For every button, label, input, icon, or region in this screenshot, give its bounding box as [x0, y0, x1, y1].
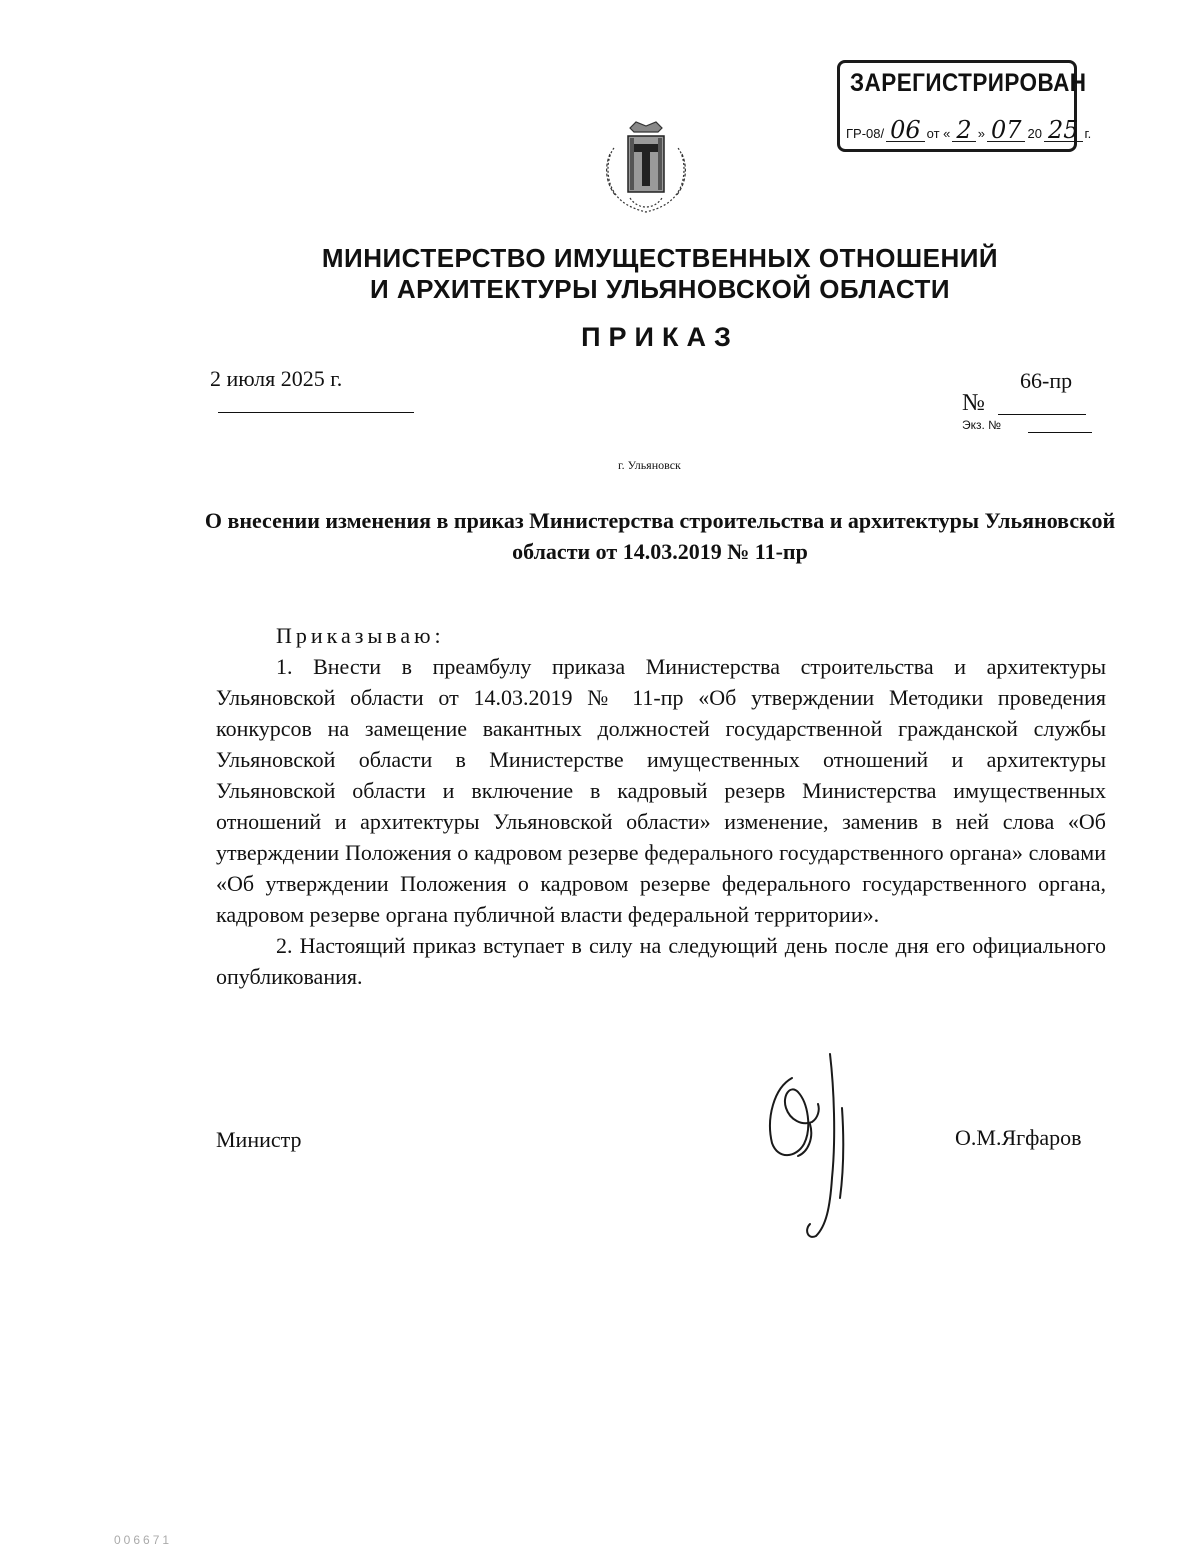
stamp-title: ЗАРЕГИСТРИРОВАН	[850, 69, 1087, 97]
stamp-month: 07	[987, 119, 1026, 142]
stamp-registration-line	[846, 116, 1092, 144]
copy-number-label: Экз. №	[962, 418, 1002, 432]
stamp-year-prefix: 20	[1027, 126, 1042, 141]
coat-of-arms-icon	[600, 118, 692, 218]
city: г. Ульяновск	[618, 458, 681, 472]
document-date: 2 июля 2025 г.	[210, 366, 343, 391]
date-underline	[218, 412, 414, 413]
stamp-day: 2	[952, 119, 975, 142]
document-number: 66-пр	[1020, 368, 1073, 393]
order-greeting: Приказываю:	[276, 623, 445, 648]
document-subject: О внесении изменения в приказ Министерства строительства и архитектуры Ульяновской области от 14.03.2019 № 11-пр	[204, 508, 1116, 564]
paragraph-2: 2. Настоящий приказ вступает в силу на следующий день после дня его официального опубликования.	[216, 933, 1106, 989]
ministry-name	[0, 243, 1200, 305]
document-type: ПРИКАЗ	[581, 322, 739, 352]
number-sign: №	[962, 390, 985, 416]
signer-name: О.М.Ягфаров	[955, 1125, 1082, 1150]
stamp-from-label: от «	[926, 126, 951, 141]
ministry-line-2: И АРХИТЕКТУРЫ УЛЬЯНОВСКОЙ ОБЛАСТИ	[369, 274, 951, 304]
registration-stamp	[837, 60, 1092, 152]
footer-mark: 006671	[114, 1533, 173, 1547]
number-underline	[998, 414, 1086, 415]
document-body	[216, 620, 1106, 992]
handwritten-signature	[752, 1048, 872, 1243]
stamp-reg-number: 06	[886, 119, 925, 142]
copy-number-underline	[1028, 432, 1092, 433]
signer-position: Министр	[216, 1127, 302, 1152]
stamp-mid-label: »	[977, 126, 985, 141]
stamp-prefix: ГР-08/	[846, 126, 885, 141]
stamp-year-suffix: 25	[1044, 119, 1083, 142]
ministry-line-1: МИНИСТЕРСТВО ИМУЩЕСТВЕННЫХ ОТНОШЕНИЙ	[321, 243, 999, 273]
stamp-end: г.	[1084, 126, 1092, 141]
paragraph-1: 1. Внести в преамбулу приказа Министерства строительства и архитектуры Ульяновской области от 14.03.2019 № 11-пр «Об утверждении Методики проведения конкурсов на замещение вакантных должностей государственной гражданской службы Ульяновской области в Министерстве имущественных отношений и архитектуры Ульяновской области и включение в кадровый резерв Министерства имущественных отношений и архитектуры Ульяновской области» изменение, заменив в ней слова «Об утверждении Положения о кадровом резерве федерального государственного органа» словами «Об утверждении Положения о кадровом резерве федерального государственного органа, кадровом резерве органа публичной власти федеральной территории».	[216, 654, 1106, 927]
